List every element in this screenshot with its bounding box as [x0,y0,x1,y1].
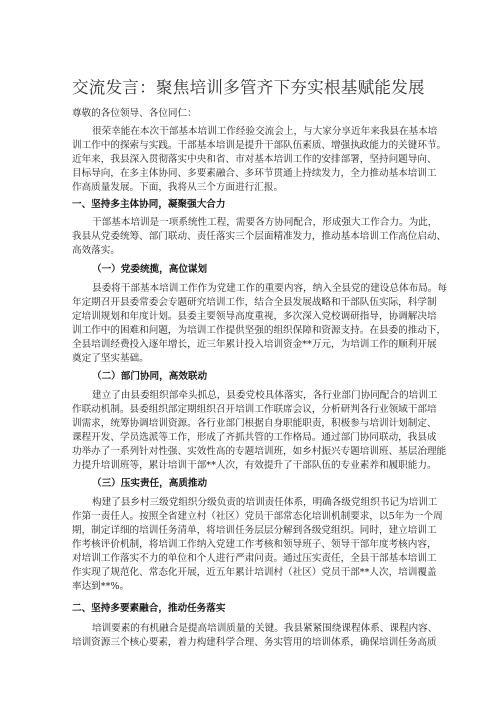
intro-line: 训工作中的探索与实践。干部基本培训是提升干部队伍素质、增强执政能力的关键环节。 [72,140,447,151]
body-line: 功举办了一系列针对性强、实效性高的专题培训班，如乡村振兴专题培训班、基层治理能 [72,446,447,457]
document-title: 交流发言：聚焦培训多管齐下夯实根基赋能发展 [72,78,425,97]
body-line: 训需求，统筹协调培训资源。各行业部门根据自身职能职责，积极参与培训计划制定、 [72,418,437,429]
body-line: 作联动机制。县委组织部定期组织召开培训工作联席会议，分析研判各行业领域干部培 [72,404,437,415]
body-line: 构建了县乡村三级党组织分级负责的培训责任体系，明确各级党组织书记为培训工 [92,497,438,508]
intro-line: 近年来，我县深入贯彻落实中央和省、市对基本培训工作的安排部署，坚持问题导向、 [72,154,437,165]
body-line: 作实现了规范化、常态化开展，近五年累计培训村（社区）党员干部**人次，培训覆盖 [72,567,437,578]
body-line: 力提升培训班等，累计培训干部**人次，有效提升了干部队伍的专业素养和履职能力。 [72,460,437,471]
intro-line: 目标导向，在多主体协同、多要素融合、多环节贯通上持续发力，全力推动基本培训工 [72,168,437,179]
body-line: 课程开发、学员选派等工作，形成了齐抓共管的工作格局。通过部门协同联动，我县成 [72,432,437,443]
body-line: 对培训工作落实不力的单位和个人进行严肃问责。通过压实责任，全县干部基本培训工 [72,553,437,564]
body-line: 作考核评价机制，将培训工作纳入党建工作考核和领导班子、领导干部年度考核内容， [72,539,437,550]
body-line: 奠定了坚实基础。 [72,353,149,364]
body-line: 我县从党委统筹、部门联动、责任落实三个层面精准发力，推动基本培训工作高位启动、 [72,231,447,242]
intro-line: 作高质量发展。下面，我将从三个方面进行汇报。 [72,182,284,193]
body-line: 作第一责任人。按照全省建立村（社区）党员干部常态化培训机制要求，以5年为一个周 [72,511,443,522]
subsection-heading: （二）部门协同，高效联动 [92,371,208,382]
body-line: 建立了由县委组织部牵头抓总，县委党校具体落实，各行业部门协同配合的培训工 [92,390,438,401]
body-line: 县委将干部基本培训工作作为党建工作的重要内容，纳入全县党的建设总体布局。每 [92,283,447,294]
body-line: 干部基本培训是一项系统性工程，需要各方协同配合，形成强大工作合力。为此， [92,217,438,228]
intro-line: 很荣幸能在本次干部基本培训工作经验交流会上，与大家分享近年来我县在基本培 [92,126,438,137]
body-line: 定培训规划和年度计划。县委主要领导高度重视，多次深入党校调研指导，协调解决培 [72,311,437,322]
body-line: 率达到**%。 [72,581,130,592]
body-line: 高效落实。 [72,245,120,256]
body-line: 年定期召开县委常委会专题研究培训工作，结合全县发展战略和干部队伍实际，科学制 [72,297,437,308]
body-line: 培训要素的有机融合是提高培训质量的关键。我县紧紧围绕课程体系、课程内容、 [92,623,438,634]
section-heading: 一、坚持多主体协同，凝聚强大合力 [72,199,226,210]
body-line: 期，制定详细的培训任务清单，将培训任务层层分解到各级党组织。同时，建立培训工 [72,525,437,536]
body-line: 全县培训经费投入逐年增长，近三年累计投入培训资金**万元，为培训工作的顺利开展 [72,339,437,350]
greeting: 尊敬的各位领导、各位同仁： [72,108,197,119]
subsection-heading: （三）压实责任，高质推动 [92,478,208,489]
body-line: 训工作中的困难和问题，为培训工作提供坚强的组织保障和资源支持。在县委的推动下， [72,325,447,336]
body-line: 培训资源三个核心要素，着力构建科学合理、务实管用的培训体系，确保培训任务高质 [72,637,437,648]
section-heading: 二、坚持多要素融合，推动任务落实 [72,603,226,614]
subsection-heading: （一）党委统揽，高位谋划 [92,264,208,275]
